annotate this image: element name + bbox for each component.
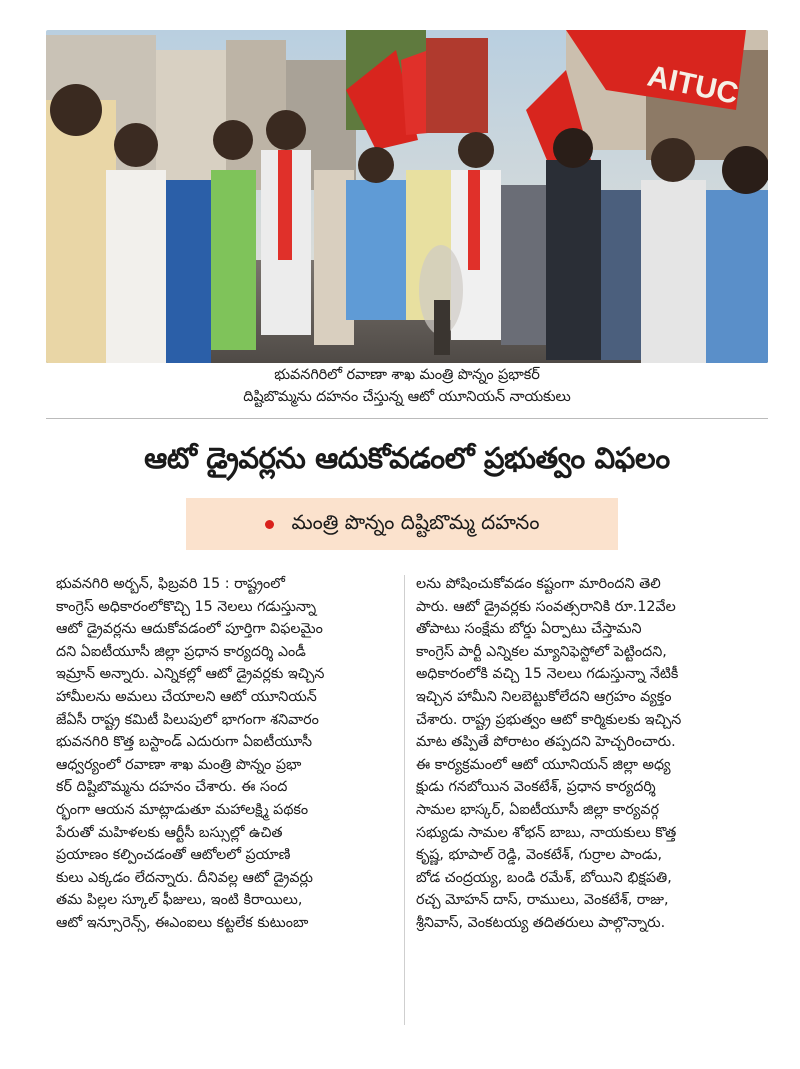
subheadline-box <box>186 498 618 550</box>
article-line: భువనగిరి కొత్త బస్టాండ్ ఎదురుగా ఏఐటీయూసీ <box>56 734 312 751</box>
article-line: చేశారు. రాష్ట్ర ప్రభుత్వం ఆటో కార్మికులకు ఇచ్చిన <box>416 711 682 728</box>
article-line: ర్భంగా ఆయన మాట్లాడుతూ మహాలక్ష్మి పథకం <box>56 801 309 818</box>
article-line: ఆటో డ్రైవర్లను ఆదుకోవడంలో పూర్తిగా విఫలమైం <box>56 621 323 638</box>
article-line: ఈ కార్యక్రమంలో ఆటో యూనియన్ జిల్లా అధ్య <box>416 756 671 773</box>
article-line: హామీలను అమలు చేయాలని ఆటో యూనియన్ <box>56 688 317 705</box>
article-line: కృష్ణ, భూపాల్ రెడ్డి, వెంకటేశ్, గుర్రాల పాండు, <box>416 847 662 864</box>
article-column-right <box>416 573 768 935</box>
article-line: మాట తప్పితే పోరాటం తప్పదని హెచ్చరించారు. <box>416 734 676 751</box>
article-line: జేఏసీ రాష్ట్ర కమిటీ పిలుపులో భాగంగా శనివారం <box>56 711 319 728</box>
subheadline: మంత్రి పొన్నం దిష్టిబొమ్మ దహనం <box>291 509 540 534</box>
article-line: లను పోషించుకోవడం కష్టంగా మారిందని తెలి <box>416 576 661 592</box>
caption-divider <box>46 418 768 419</box>
column-divider <box>404 575 405 1025</box>
article-line: తమ పిల్లల స్కూల్ ఫీజులు, ఇంటి కిరాయిలు, <box>56 892 303 909</box>
article-line: ప్రయాణం కల్పించడంతో ఆటోలలో ప్రయాణి <box>56 847 291 864</box>
article-line: శ్రీనివాస్, వెంకటయ్య తదితరులు పాల్గొన్నారు. <box>416 914 666 931</box>
article-line: అధికారంలోకి వచ్చి 15 నెలలు గడుస్తున్నా నేటికీ <box>416 666 679 683</box>
article-line: కాంగ్రెస్ అధికారంలోకొచ్చి 15 నెలలు గడుస్తున్నా <box>56 598 317 615</box>
bullet-icon <box>265 520 274 529</box>
article-line: సభ్యుడు సామల శోభన్ బాబు, నాయకులు కొత్త <box>416 824 677 841</box>
article-line: పారు. ఆటో డ్రైవర్లకు సంవత్సరానికి రూ.12వేల <box>416 598 676 615</box>
news-photo <box>46 30 768 363</box>
article-line: పేరుతో మహిళలకు ఆర్టీసీ బస్సుల్లో ఉచిత <box>56 824 283 841</box>
article-line: దని ఏఐటీయూసీ జిల్లా ప్రధాన కార్యదర్శి ఎండీ <box>56 643 306 660</box>
article-line: కాంగ్రెస్ పార్టీ ఎన్నికల మ్యానిఫెస్టోలో పెట్టిందని, <box>416 643 667 660</box>
protest-photo-icon <box>46 30 768 363</box>
article-line: కులు ఎక్కడం లేదన్నారు. దీనివల్ల ఆటో డ్రైవర్లు <box>56 869 313 886</box>
article-line: రచ్చ మోహన్ దాస్, రాములు, వెంకటేశ్, రాజు, <box>416 892 669 909</box>
article-line: ఇచ్చిన హామీని నిలబెట్టుకోలేదని ఆగ్రహం వ్యక్తం <box>416 688 672 705</box>
article-line: ఆటో ఇన్సూరెన్స్, ఈఎంఐలు కట్టలేక కుటుంబా <box>56 914 309 931</box>
svg-text:AITUC: AITUC <box>644 59 742 111</box>
article-line: భువనగిరి అర్బన్, ఫిబ్రవరి 15 : రాష్ట్రంలో <box>56 576 285 592</box>
article-line: కర్ దిష్టిబొమ్మను దహనం చేశారు. ఈ సంద <box>56 779 288 796</box>
article-line: తోపాటు సంక్షేమ బోర్డు ఏర్పాటు చేస్తామని <box>416 621 642 638</box>
article-line: ఇమ్రాన్ అన్నారు. ఎన్నికల్లో ఆటో డ్రైవర్లకు ఇచ్చిన <box>56 666 325 683</box>
headline: ఆటో డ్రైవర్లను ఆదుకోవడంలో ప్రభుత్వం విఫలం <box>144 441 670 475</box>
caption-line-1: భువనగిరిలో రవాణా శాఖ మంత్రి పొన్నం ప్రభాకర్ <box>274 367 540 383</box>
article-line: బోడ చంద్రయ్య, బండి రమేశ్, బోయిని భిక్షపతి, <box>416 869 672 886</box>
caption-line-2: దిష్టిబొమ్మను దహనం చేస్తున్న ఆటో యూనియన్ నాయకులు <box>243 389 571 405</box>
photo-caption <box>46 364 768 408</box>
article-column-left <box>56 573 406 935</box>
article-line: ఆధ్వర్యంలో రవాణా శాఖ మంత్రి పొన్నం ప్రభా <box>56 756 302 773</box>
article-line: సామల భాస్కర్, ఏఐటీయూసీ జిల్లా కార్యవర్గ <box>416 801 659 818</box>
article-line: క్షుడు గనబోయిన వెంకటేశ్, ప్రధాన కార్యదర్శి <box>416 779 656 796</box>
